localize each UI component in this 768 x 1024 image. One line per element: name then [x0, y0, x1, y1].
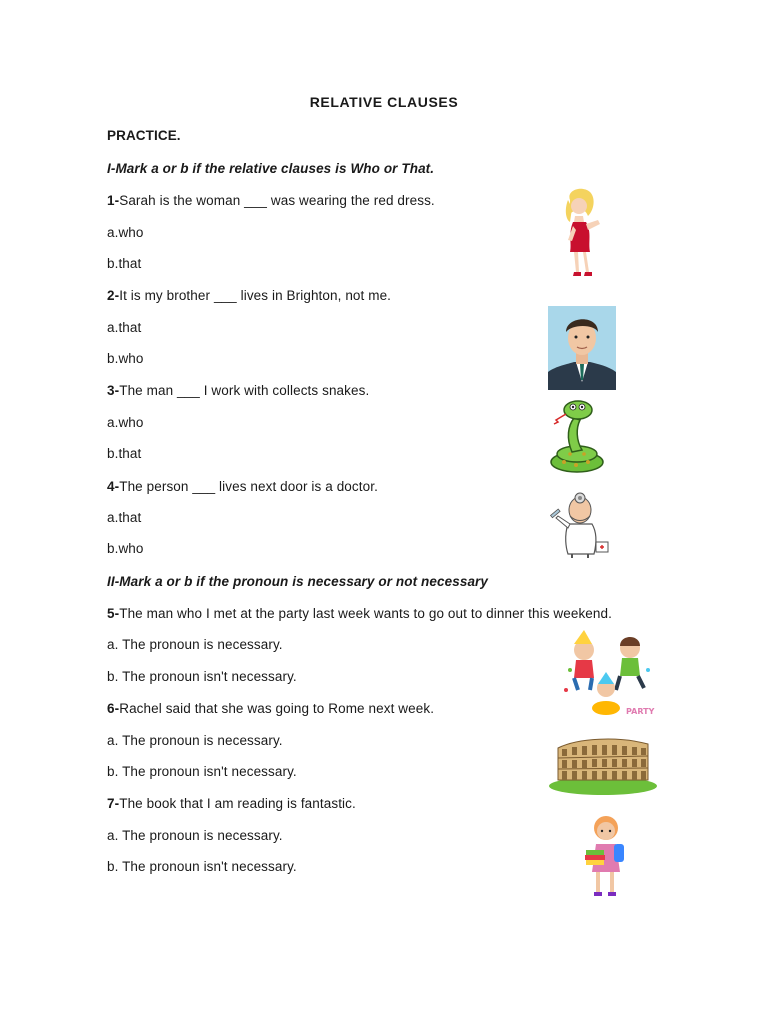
- question-3-option-b: b.that: [107, 446, 142, 461]
- question-7: [107, 796, 356, 811]
- question-1-option-b: b.that: [107, 256, 142, 271]
- question-1-text: Sarah is the woman ___ was wearing the red dress.: [119, 193, 435, 208]
- party-text: PARTY: [626, 707, 655, 716]
- question-4: [107, 479, 378, 494]
- man-portrait-illustration: [548, 306, 616, 390]
- question-4-option-a: a.that: [107, 510, 142, 525]
- question-6: [107, 701, 434, 716]
- practice-heading: PRACTICE.: [107, 128, 181, 143]
- question-2-option-b: b.who: [107, 351, 144, 366]
- question-4-text: The person ___ lives next door is a doctor.: [119, 479, 378, 494]
- question-3-text: The man ___ I work with collects snakes.: [119, 383, 370, 398]
- page-title: RELATIVE CLAUSES: [309, 94, 459, 110]
- party-kids-illustration: [560, 630, 656, 720]
- question-1: [107, 193, 435, 208]
- woman-red-dress-illustration: [548, 186, 618, 278]
- question-5-text: The man who I met at the party last week wants to go out to dinner this weekend.: [119, 606, 612, 621]
- question-5: [107, 606, 612, 621]
- section-1-heading: I-Mark a or b if the relative clauses is Who or That.: [107, 161, 435, 176]
- question-5-number: 5-: [107, 606, 120, 621]
- colosseum-illustration: [548, 730, 658, 796]
- girl-with-books-illustration: [580, 814, 630, 900]
- question-7-text: The book that I am reading is fantastic.: [119, 796, 356, 811]
- question-7-number: 7-: [107, 796, 120, 811]
- question-3: [107, 383, 369, 398]
- question-5-option-a: a. The pronoun is necessary.: [107, 637, 283, 652]
- section-2-heading: II-Mark a or b if the pronoun is necessary or not necessary: [107, 574, 489, 589]
- question-1-option-a: a.who: [107, 225, 144, 240]
- question-7-option-a: a. The pronoun is necessary.: [107, 828, 283, 843]
- question-6-option-b: b. The pronoun isn't necessary.: [107, 764, 297, 779]
- question-2-number: 2-: [107, 288, 120, 303]
- question-3-number: 3-: [107, 383, 120, 398]
- question-3-option-a: a.who: [107, 415, 144, 430]
- question-5-option-b: b. The pronoun isn't necessary.: [107, 669, 297, 684]
- question-4-option-b: b.who: [107, 541, 144, 556]
- question-1-number: 1-: [107, 193, 120, 208]
- question-2: [107, 288, 391, 303]
- question-4-number: 4-: [107, 479, 120, 494]
- question-6-number: 6-: [107, 701, 120, 716]
- doctor-illustration: [548, 488, 612, 558]
- question-2-text: It is my brother ___ lives in Brighton, not me.: [119, 288, 392, 303]
- question-7-option-b: b. The pronoun isn't necessary.: [107, 859, 297, 874]
- question-2-option-a: a.that: [107, 320, 142, 335]
- green-snake-illustration: [548, 398, 606, 474]
- question-6-text: Rachel said that she was going to Rome next week.: [119, 701, 435, 716]
- question-6-option-a: a. The pronoun is necessary.: [107, 733, 283, 748]
